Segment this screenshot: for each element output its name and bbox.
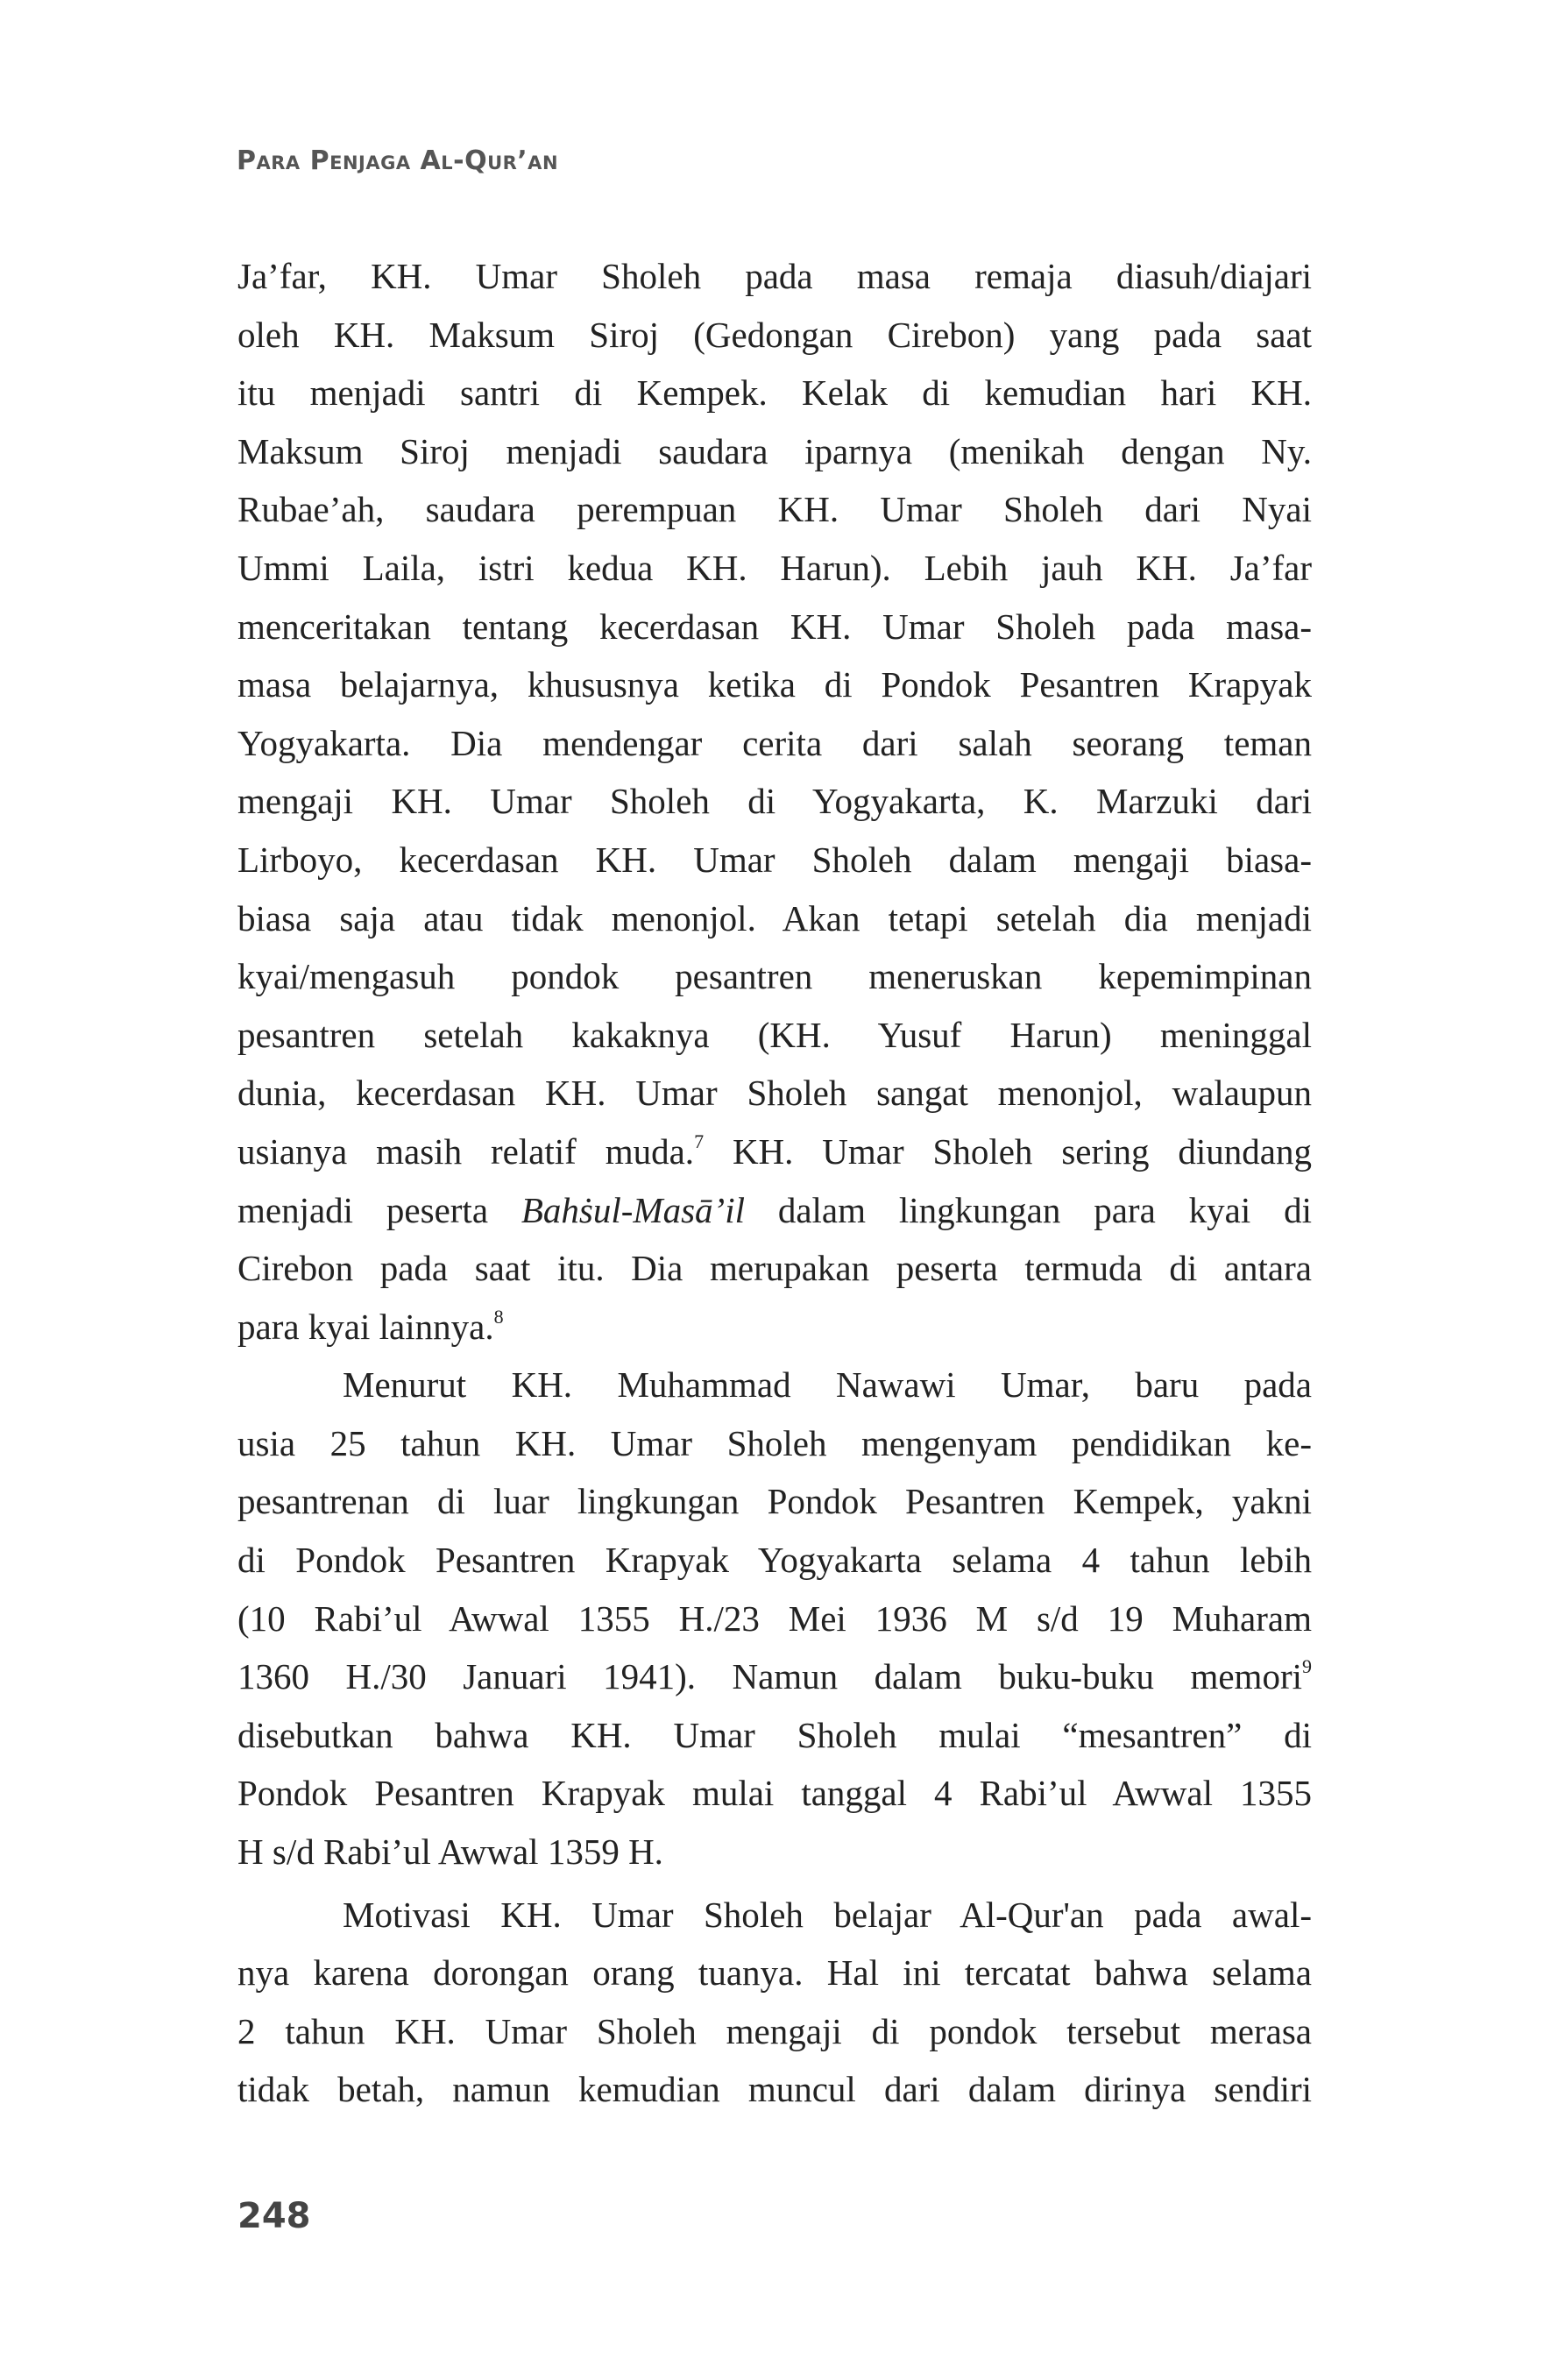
text-line	[237, 2060, 1312, 2119]
text-segment: biasa saja atau tidak menonjol. Akan tetapi setelah dia menjadi	[237, 897, 1312, 939]
text-segment: usia 25 tahun KH. Umar Sholeh mengenyam pendidikan ke-	[237, 1422, 1312, 1463]
text-segment: menceritakan tentang kecerdasan KH. Umar Sholeh pada masa-	[237, 606, 1312, 647]
text-segment: Yogyakarta. Dia mendengar cerita dari salah seorang teman	[237, 722, 1312, 763]
text-line	[237, 422, 1312, 481]
text-segment: 2 tahun KH. Umar Sholeh mengaji di pondok tersebut merasa	[237, 2010, 1312, 2051]
text-line	[237, 364, 1312, 422]
text-segment: (10 Rabi’ul Awwal 1355 H./23 Mei 1936 M s/d 19 Muharam	[237, 1597, 1312, 1639]
text-line	[237, 1886, 1312, 1944]
text-line	[237, 831, 1312, 889]
footnote-ref: 7	[694, 1130, 705, 1152]
text-segment: masa belajarnya, khususnya ketika di Pondok Pesantren Krapyak	[237, 664, 1312, 705]
body-text	[237, 247, 1312, 2119]
text-segment: dalam lingkungan para kyai di	[744, 1189, 1312, 1230]
italic-term: Bahṡul-Masā’il	[521, 1189, 745, 1230]
text-line	[237, 889, 1312, 948]
text-segment: Rubae’ah, saudara perempuan KH. Umar Sholeh dari Nyai	[237, 489, 1312, 530]
text-line	[237, 1706, 1312, 1765]
text-line	[237, 1181, 1312, 1240]
text-segment: kyai/mengasuh pondok pesantren meneruskan kepemimpinan	[237, 956, 1312, 997]
text-line	[237, 1064, 1312, 1123]
text-segment: KH. Umar Sholeh sering diundang	[704, 1130, 1312, 1172]
text-line	[237, 1590, 1312, 1648]
text-line	[237, 772, 1312, 831]
text-line	[237, 1944, 1312, 2002]
text-line	[237, 1472, 1312, 1531]
text-line	[237, 1123, 1312, 1181]
text-line	[237, 947, 1312, 1006]
text-line	[237, 598, 1312, 656]
text-line	[237, 655, 1312, 714]
text-segment: Lirboyo, kecerdasan KH. Umar Sholeh dalam mengaji biasa-	[237, 839, 1312, 880]
page-number: 248	[237, 2196, 311, 2236]
text-line	[237, 1531, 1312, 1590]
text-segment: dunia, kecerdasan KH. Umar Sholeh sangat menonjol, walaupun	[237, 1073, 1312, 1114]
text-segment: Pondok Pesantren Krapyak mulai tanggal 4 Rabi’ul Awwal 1355	[237, 1773, 1312, 1814]
text-segment: usianya masih relatif muda.	[237, 1130, 695, 1172]
text-line	[237, 1298, 1312, 1356]
text-line	[237, 1823, 1312, 1881]
text-line	[237, 714, 1312, 773]
text-segment: Ja’far, KH. Umar Sholeh pada masa remaja diasuh/diajari	[237, 256, 1312, 296]
text-segment: itu menjadi santri di Kempek. Kelak di kemudian hari KH.	[237, 372, 1312, 414]
text-segment: Menurut KH. Muhammad Nawawi Umar, baru pada	[343, 1364, 1312, 1406]
text-segment: nya karena dorongan orang tuanya. Hal ini tercatat bahwa selama	[237, 1952, 1312, 1994]
text-line	[237, 247, 1312, 306]
text-segment: Ummi Laila, istri kedua KH. Harun). Lebih jauh KH. Ja’far	[237, 547, 1312, 588]
running-header: Para Penjaga Al-Qur’an	[237, 145, 559, 176]
text-line	[237, 306, 1312, 365]
text-line	[237, 1239, 1312, 1298]
text-segment: pesantren setelah kakaknya (KH. Yusuf Harun) meninggal	[237, 1014, 1312, 1055]
text-line	[237, 1647, 1312, 1706]
text-line	[237, 539, 1312, 598]
footnote-ref: 9	[1302, 1655, 1312, 1678]
text-segment: disebutkan bahwa KH. Umar Sholeh mulai “mesantren” di	[237, 1714, 1312, 1755]
text-segment: Maksum Siroj menjadi saudara iparnya (menikah dengan Ny.	[237, 430, 1312, 471]
text-segment: Cirebon pada saat itu. Dia merupakan peserta termuda di antara	[237, 1248, 1312, 1289]
text-line	[237, 1414, 1312, 1473]
text-segment: 1360 H./30 Januari 1941). Namun dalam buku-buku memori	[237, 1656, 1302, 1697]
text-line	[237, 1006, 1312, 1065]
text-line	[237, 1764, 1312, 1823]
text-line	[237, 2002, 1312, 2061]
text-segment: di Pondok Pesantren Krapyak Yogyakarta selama 4 tahun lebih	[237, 1540, 1312, 1581]
text-segment: pesantrenan di luar lingkungan Pondok Pesantren Kempek, yakni	[237, 1481, 1312, 1522]
text-segment: H s/d Rabi’ul Awwal 1359 H.	[237, 1831, 663, 1873]
text-segment: oleh KH. Maksum Siroj (Gedongan Cirebon) yang pada saat	[237, 314, 1312, 355]
text-segment: para kyai lainnya.	[237, 1306, 494, 1347]
text-line	[237, 1356, 1312, 1414]
text-segment: mengaji KH. Umar Sholeh di Yogyakarta, K. Marzuki dari	[237, 781, 1312, 822]
text-line	[237, 480, 1312, 539]
text-segment: menjadi peserta	[237, 1189, 521, 1230]
text-segment: tidak betah, namun kemudian muncul dari dalam dirinya sendiri	[237, 2069, 1312, 2110]
text-segment: Motivasi KH. Umar Sholeh belajar Al-Qur'an pada awal-	[343, 1894, 1312, 1935]
footnote-ref: 8	[493, 1305, 504, 1328]
